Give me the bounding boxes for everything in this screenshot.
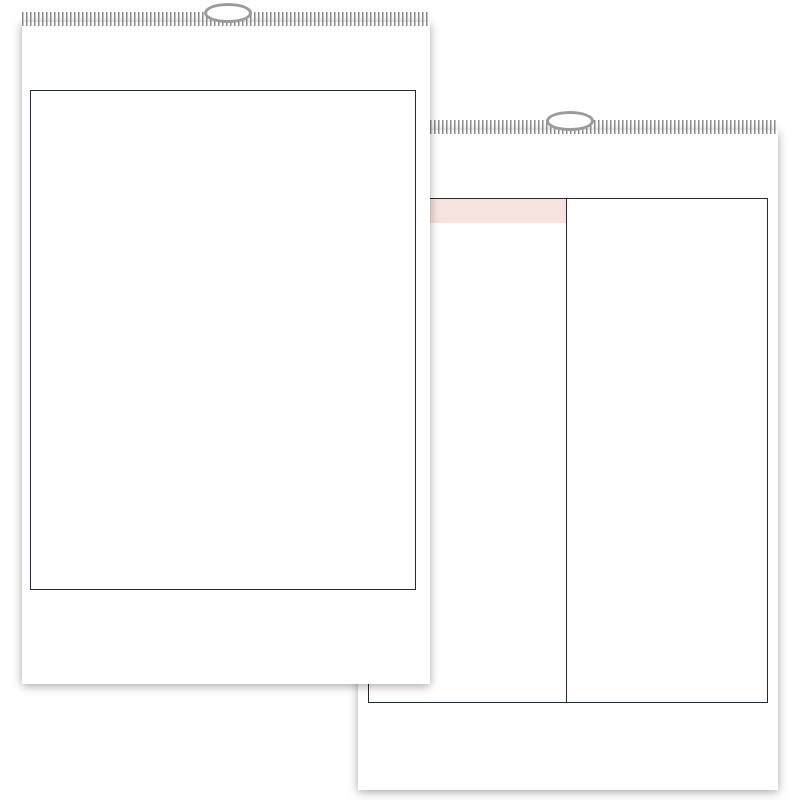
month-grid <box>30 90 416 590</box>
year-overview <box>368 715 768 790</box>
year-overview <box>30 605 416 680</box>
front-calendar-sheet <box>22 22 430 684</box>
hanger-loop <box>204 3 252 23</box>
hanger-loop <box>546 111 594 131</box>
column-divider <box>566 199 567 702</box>
